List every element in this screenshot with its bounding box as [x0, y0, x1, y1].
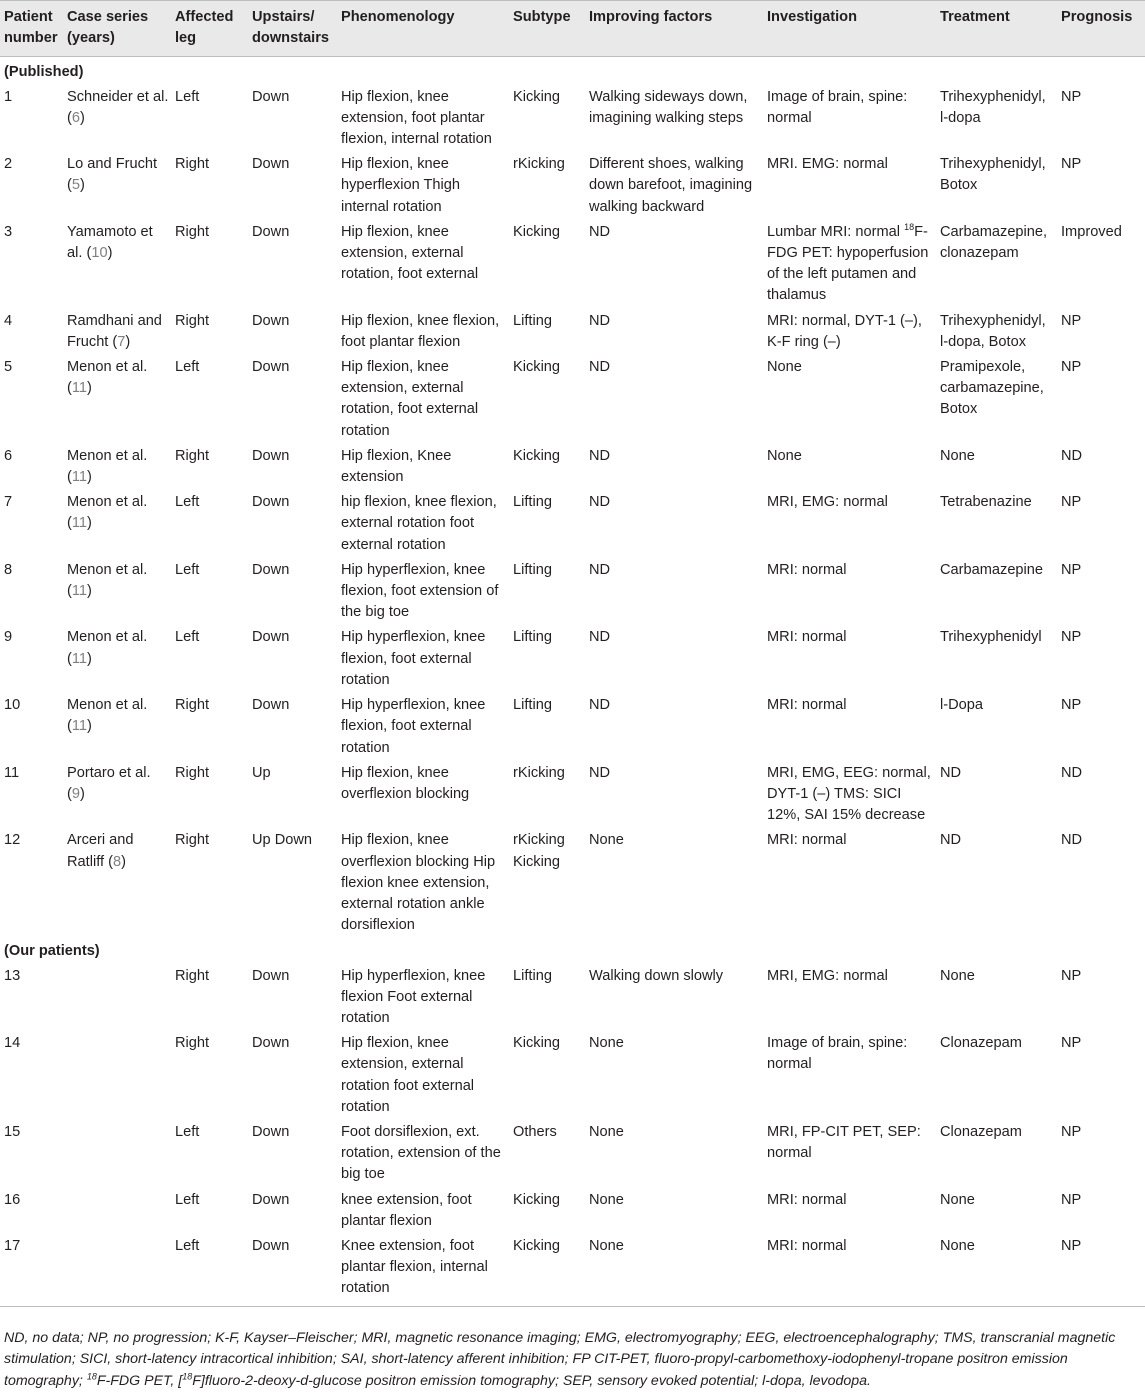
- cell-phenomenology: Hip flexion, knee extension, external rotation, foot external: [341, 223, 479, 283]
- table-row: [0, 1188, 1145, 1234]
- cell-investigation: [763, 490, 936, 558]
- cell-direction: Down: [252, 561, 290, 578]
- cell-prognosis: NP: [1061, 697, 1082, 714]
- table-row: [0, 558, 1145, 626]
- cell-improving-factors: Walking down slowly: [589, 967, 724, 984]
- cell-case-series: Schneider et al. (6): [67, 88, 169, 126]
- cell-investigation-text: MRI: normal: [767, 697, 847, 714]
- cell-patient-number: 10: [4, 697, 21, 714]
- cell-treatment: Trihexyphenidyl, Botox: [940, 156, 1046, 194]
- table-row: [0, 693, 1145, 761]
- cell-case-series: Lo and Frucht (5): [67, 156, 158, 194]
- cell-improving-factors: None: [589, 1035, 624, 1052]
- cell-prognosis: ND: [1061, 447, 1083, 464]
- cell-subtype: Kicking: [513, 223, 561, 240]
- cell-patient-number: 7: [4, 494, 13, 511]
- cell-patient-number: 3: [4, 223, 13, 240]
- table-row: [0, 828, 1145, 938]
- table-row: [0, 355, 1145, 444]
- cell-treatment: Trihexyphenidyl, l-dopa, Botox: [940, 312, 1046, 350]
- header-affected-leg: Affected leg: [175, 9, 234, 47]
- cell-direction: Down: [252, 1191, 290, 1208]
- cell-phenomenology: Hip hyperflexion, knee flexion, foot external rotation: [341, 697, 486, 756]
- cell-improving-factors: ND: [589, 312, 611, 329]
- cell-investigation-text: MRI: normal: [767, 832, 847, 849]
- cell-treatment: Carbamazepine: [940, 561, 1044, 578]
- cell-improving-factors: ND: [589, 447, 611, 464]
- cell-direction: Down: [252, 629, 290, 646]
- cell-reference: 9: [71, 785, 80, 802]
- cell-treatment: Tetrabenazine: [940, 494, 1032, 511]
- cell-investigation-text: MRI: normal: [767, 629, 847, 646]
- cell-investigation-text: MRI: normal: [767, 1191, 847, 1208]
- cell-investigation: [763, 1120, 936, 1188]
- cell-case-series: [63, 1031, 171, 1120]
- cell-investigation-text: MRI, FP-CIT PET, SEP: normal: [767, 1123, 921, 1162]
- cell-direction: Down: [252, 494, 290, 511]
- cell-direction: Down: [252, 697, 290, 714]
- cell-case-series: Menon et al. (11): [67, 447, 148, 486]
- cell-direction: Down: [252, 1237, 290, 1254]
- cell-improving-factors: ND: [589, 697, 611, 714]
- cell-prognosis: NP: [1061, 312, 1082, 329]
- cell-direction: Down: [252, 88, 290, 105]
- cell-reference: 11: [71, 650, 88, 667]
- section-published-label: (Published): [4, 64, 84, 81]
- cell-reference: 7: [117, 333, 126, 350]
- footnote-sup1: 18: [86, 1371, 97, 1382]
- cell-treatment: Clonazepam: [940, 1035, 1022, 1052]
- cell-treatment: None: [940, 447, 975, 464]
- cell-patient-number: 4: [4, 312, 13, 329]
- cell-patient-number: 6: [4, 447, 13, 464]
- cell-case-series: [63, 1120, 171, 1188]
- cell-investigation: [763, 1031, 936, 1120]
- cell-improving-factors: None: [589, 1123, 624, 1140]
- header-prognosis: Prognosis: [1061, 9, 1133, 25]
- cell-investigation: [763, 1234, 936, 1306]
- cell-prognosis: NP: [1061, 359, 1082, 376]
- cell-reference: 6: [71, 109, 80, 126]
- cell-reference: 11: [71, 718, 88, 735]
- cell-subtype: Others: [513, 1123, 557, 1140]
- cell-investigation-sup: 18: [904, 221, 915, 232]
- cell-affected-leg: Left: [175, 1123, 200, 1140]
- cell-patient-number: 13: [4, 967, 21, 984]
- cell-improving-factors: Different shoes, walking down barefoot, imagining walking backward: [589, 156, 753, 215]
- footnote-part3: F]fluoro-2-deoxy-d-glucose positron emission tomography; SEP, sensory evoked potential; l-dopa, levodopa.: [192, 1372, 871, 1389]
- cell-patient-number: 16: [4, 1191, 21, 1208]
- cell-reference: 10: [91, 245, 108, 262]
- cell-author: Menon et al.: [67, 629, 148, 646]
- cell-investigation-text: MRI: normal, DYT-1 (–), K-F ring (–): [767, 312, 922, 350]
- cell-direction: Up: [252, 764, 271, 781]
- cell-affected-leg: Left: [175, 1191, 200, 1208]
- cell-patient-number: 2: [4, 156, 13, 173]
- cell-patient-number: 5: [4, 359, 13, 376]
- cell-author: Lo and Frucht: [67, 156, 158, 173]
- cell-case-series: Ramdhani and Frucht (7): [67, 312, 162, 350]
- cell-subtype: Lifting: [513, 312, 552, 329]
- cell-reference: 11: [71, 469, 88, 486]
- cell-affected-leg: Right: [175, 223, 210, 240]
- footnote-part1: ND, no data; NP, no progression; K-F, Kayser–Fleischer; MRI, magnetic resonance imaging; EMG, electromyography; EEG, electroencephalography; TMS, transcranial magnetic stimulation; SICI, short-latency intracortical inhibition; SAI, short-latency afferent inhibition; FP CIT-PET, fluoro-propyl-carbomethoxy-iodophenyl-tropane positron emission tomography;: [4, 1330, 1116, 1389]
- cell-investigation-text: F-FDG PET: hypoperfusion of the left putamen and thalamus: [767, 223, 929, 304]
- cell-phenomenology: Hip flexion, knee hyperflexion Thigh internal rotation: [341, 156, 460, 215]
- header-subtype: Subtype: [513, 9, 571, 25]
- cell-subtype: rKicking: [513, 156, 565, 173]
- cell-direction: Down: [252, 359, 290, 376]
- cell-subtype: rKicking: [513, 764, 565, 781]
- cell-author: Menon et al.: [67, 494, 148, 511]
- cell-investigation-text: MRI. EMG: normal: [767, 156, 888, 173]
- cell-reference: 5: [71, 177, 80, 194]
- cell-subtype: Kicking: [513, 88, 561, 105]
- cell-improving-factors: None: [589, 1237, 624, 1254]
- cell-treatment: ND: [940, 764, 962, 781]
- cell-phenomenology: Hip flexion, knee flexion, foot plantar flexion: [341, 312, 500, 350]
- cell-affected-leg: Right: [175, 447, 210, 464]
- cell-reference: 11: [71, 515, 88, 532]
- section-published-row: [0, 57, 1145, 85]
- cell-improving-factors: ND: [589, 764, 611, 781]
- cell-reference: 11: [71, 380, 88, 397]
- cell-case-series: Arceri and Ratliff (8): [67, 832, 134, 870]
- cell-investigation-text: MRI: normal: [767, 561, 847, 578]
- cell-author: Ramdhani and Frucht: [67, 312, 162, 350]
- cell-direction: Down: [252, 967, 290, 984]
- cell-patient-number: 1: [4, 88, 13, 105]
- cell-investigation-text: MRI: normal: [767, 1237, 847, 1254]
- footnote-part2: F-FDG PET, [: [96, 1372, 183, 1389]
- cell-direction: Down: [252, 156, 290, 173]
- cell-prognosis: NP: [1061, 629, 1082, 646]
- header-case-series: Case series (years): [67, 9, 149, 47]
- cell-phenomenology: Hip flexion, knee overflexion blocking Hip flexion knee extension, external rotation ankle dorsiflexion: [341, 832, 496, 934]
- table-header: [0, 1, 1145, 57]
- cell-investigation: [763, 761, 936, 829]
- cell-affected-leg: Left: [175, 359, 200, 376]
- cell-investigation: [763, 220, 936, 309]
- cell-improving-factors: ND: [589, 629, 611, 646]
- cell-patient-number: 8: [4, 561, 13, 578]
- cell-affected-leg: Right: [175, 764, 210, 781]
- cell-case-series: [63, 964, 171, 1032]
- cell-case-series: Yamamoto et al. (10): [67, 223, 153, 262]
- section-ours-label: (Our patients): [4, 943, 100, 960]
- cell-subtype: Kicking: [513, 447, 561, 464]
- cell-improving-factors: ND: [589, 561, 611, 578]
- cell-affected-leg: Left: [175, 1237, 200, 1254]
- cell-direction: Down: [252, 1035, 290, 1052]
- table-row: [0, 761, 1145, 829]
- table-row: [0, 152, 1145, 220]
- cell-investigation: [763, 309, 936, 355]
- cell-affected-leg: Right: [175, 156, 210, 173]
- cell-case-series: Menon et al. (11): [67, 561, 148, 600]
- cell-prognosis: Improved: [1061, 223, 1122, 240]
- cell-direction: Down: [252, 1123, 290, 1140]
- cell-subtype: Kicking: [513, 1035, 561, 1052]
- cell-phenomenology: knee extension, foot plantar flexion: [341, 1191, 472, 1229]
- cell-investigation: [763, 964, 936, 1032]
- cell-author: Schneider et al.: [67, 88, 169, 105]
- header-phenomenology: Phenomenology: [341, 9, 455, 25]
- cell-investigation: [763, 444, 936, 490]
- cell-patient-number: 17: [4, 1237, 21, 1254]
- cell-treatment: Clonazepam: [940, 1123, 1022, 1140]
- cell-improving-factors: ND: [589, 359, 611, 376]
- cell-investigation: [763, 152, 936, 220]
- table-row: [0, 964, 1145, 1032]
- cell-direction: Down: [252, 447, 290, 464]
- cell-phenomenology: hip flexion, knee flexion, external rotation foot external rotation: [341, 494, 497, 553]
- cell-investigation: [763, 1188, 936, 1234]
- table-body: [0, 57, 1145, 1306]
- section-ours-row: [0, 938, 1145, 963]
- table-row: [0, 85, 1145, 153]
- cell-author: Menon et al.: [67, 697, 148, 714]
- cell-phenomenology: Hip flexion, knee extension, external rotation, foot external rotation: [341, 359, 479, 439]
- cell-investigation: [763, 355, 936, 444]
- cell-affected-leg: Right: [175, 312, 210, 329]
- cell-improving-factors: None: [589, 1191, 624, 1208]
- cell-treatment: Trihexyphenidyl: [940, 629, 1042, 646]
- cell-direction: Up Down: [252, 832, 313, 849]
- table-row: [0, 1120, 1145, 1188]
- cell-author: Menon et al.: [67, 561, 148, 578]
- cell-case-series: Menon et al. (11): [67, 494, 148, 532]
- cell-phenomenology: Hip flexion, knee extension, external rotation foot external rotation: [341, 1035, 475, 1115]
- cell-investigation-text: None: [767, 359, 802, 376]
- cell-investigation: [763, 828, 936, 938]
- cell-subtype: Lifting: [513, 561, 552, 578]
- cell-prognosis: NP: [1061, 156, 1082, 173]
- cell-investigation-text: MRI, EMG, EEG: normal, DYT-1 (–) TMS: SICI 12%, SAI 15% decrease: [767, 764, 931, 824]
- header-direction: Upstairs/ downstairs: [252, 9, 330, 47]
- cell-treatment: None: [940, 1191, 975, 1208]
- cell-treatment: Carbamazepine, clonazepam: [940, 223, 1048, 262]
- header-patient-number: Patient number: [4, 9, 58, 47]
- cell-improving-factors: Walking sideways down, imagining walking steps: [589, 88, 748, 126]
- cell-investigation-text: MRI, EMG: normal: [767, 967, 888, 984]
- cell-prognosis: NP: [1061, 1123, 1082, 1140]
- cell-patient-number: 15: [4, 1123, 21, 1140]
- cell-affected-leg: Left: [175, 88, 200, 105]
- cell-investigation-pre: Lumbar MRI: normal: [767, 223, 901, 240]
- cell-investigation: [763, 625, 936, 693]
- cell-investigation-text: None: [767, 447, 802, 464]
- cell-phenomenology: Hip hyperflexion, knee flexion Foot external rotation: [341, 967, 486, 1026]
- cell-improving-factors: ND: [589, 223, 611, 240]
- cell-reference: 8: [112, 853, 122, 870]
- cell-subtype: Lifting: [513, 629, 552, 646]
- cell-author: Menon et al.: [67, 359, 148, 376]
- cell-affected-leg: Left: [175, 494, 200, 511]
- cell-treatment: l-Dopa: [940, 697, 983, 714]
- cell-phenomenology: Knee extension, foot plantar flexion, internal rotation: [341, 1237, 488, 1297]
- cell-treatment: None: [940, 1237, 975, 1254]
- cell-improving-factors: ND: [589, 494, 611, 511]
- table-row: [0, 1031, 1145, 1120]
- cell-prognosis: NP: [1061, 1035, 1082, 1052]
- cell-affected-leg: Left: [175, 629, 200, 646]
- cell-subtype: Lifting: [513, 967, 552, 984]
- cell-investigation: [763, 85, 936, 153]
- cell-case-series: Menon et al. (11): [67, 629, 148, 667]
- cell-investigation: [763, 693, 936, 761]
- cell-patient-number: 14: [4, 1035, 21, 1052]
- cell-affected-leg: Right: [175, 697, 210, 714]
- cell-affected-leg: Right: [175, 832, 210, 849]
- cell-affected-leg: Right: [175, 967, 210, 984]
- cell-case-series: Menon et al. (11): [67, 697, 148, 735]
- table-row: [0, 625, 1145, 693]
- cell-treatment: ND: [940, 832, 962, 849]
- header-investigation: Investigation: [767, 9, 858, 25]
- table-row: [0, 309, 1145, 355]
- cell-treatment: Trihexyphenidyl, l-dopa: [940, 88, 1046, 126]
- cell-subtype: Lifting: [513, 697, 552, 714]
- cell-phenomenology: Foot dorsiflexion, ext. rotation, extension of the big toe: [341, 1123, 501, 1183]
- cell-improving-factors: None: [589, 832, 624, 849]
- cell-patient-number: 11: [4, 764, 20, 781]
- cell-subtype: Kicking: [513, 1191, 561, 1208]
- cell-author: Yamamoto et al.: [67, 223, 153, 262]
- cell-direction: Down: [252, 312, 290, 329]
- cell-author: Menon et al.: [67, 447, 148, 464]
- header-treatment: Treatment: [940, 9, 1010, 25]
- cell-treatment: Pramipexole, carbamazepine, Botox: [940, 359, 1044, 418]
- footnote-sup2: 18: [182, 1371, 193, 1382]
- header-improving-factors: Improving factors: [589, 9, 713, 25]
- cell-treatment: None: [940, 967, 975, 984]
- cell-phenomenology: Hip hyperflexion, knee flexion, foot external rotation: [341, 629, 486, 688]
- cell-prognosis: NP: [1061, 494, 1082, 511]
- cell-author: Portaro et al.: [67, 764, 151, 781]
- cell-investigation-text: Image of brain, spine: normal: [767, 1035, 908, 1073]
- cell-phenomenology: Hip flexion, knee overflexion blocking: [341, 764, 470, 802]
- cell-phenomenology: Hip flexion, Knee extension: [341, 447, 452, 486]
- cell-subtype: Lifting: [513, 494, 552, 511]
- cell-affected-leg: Right: [175, 1035, 210, 1052]
- cell-affected-leg: Left: [175, 561, 200, 578]
- cell-case-series: Menon et al. (11): [67, 359, 148, 397]
- cell-subtype: rKicking Kicking: [513, 832, 565, 870]
- cell-subtype: Kicking: [513, 359, 561, 376]
- cell-patient-number: 12: [4, 832, 21, 849]
- cell-prognosis: NP: [1061, 1237, 1082, 1254]
- table-row: [0, 490, 1145, 558]
- cell-investigation-text: Image of brain, spine: normal: [767, 88, 908, 126]
- table-row: [0, 220, 1145, 309]
- cell-prognosis: NP: [1061, 1191, 1082, 1208]
- cell-prognosis: ND: [1061, 764, 1083, 781]
- cell-phenomenology: Hip hyperflexion, knee flexion, foot extension of the big toe: [341, 561, 499, 621]
- table-row: [0, 1234, 1145, 1306]
- cell-subtype: Kicking: [513, 1237, 561, 1254]
- cell-prognosis: NP: [1061, 561, 1082, 578]
- cell-phenomenology: Hip flexion, knee extension, foot plantar flexion, internal rotation: [341, 88, 492, 148]
- cell-reference: 11: [71, 583, 88, 600]
- cell-case-series: [63, 1234, 171, 1306]
- cell-prognosis: NP: [1061, 88, 1082, 105]
- cell-prognosis: NP: [1061, 967, 1082, 984]
- cell-investigation-text: MRI, EMG: normal: [767, 494, 888, 511]
- cell-case-series: Portaro et al. (9): [67, 764, 151, 802]
- table-row: [0, 444, 1145, 490]
- cell-case-series: [63, 1188, 171, 1234]
- cell-direction: Down: [252, 223, 290, 240]
- cell-author: Arceri and Ratliff: [67, 832, 134, 870]
- cell-investigation: [763, 558, 936, 626]
- table-footnote: [4, 1328, 1142, 1392]
- cell-prognosis: ND: [1061, 832, 1083, 849]
- cell-patient-number: 9: [4, 629, 13, 646]
